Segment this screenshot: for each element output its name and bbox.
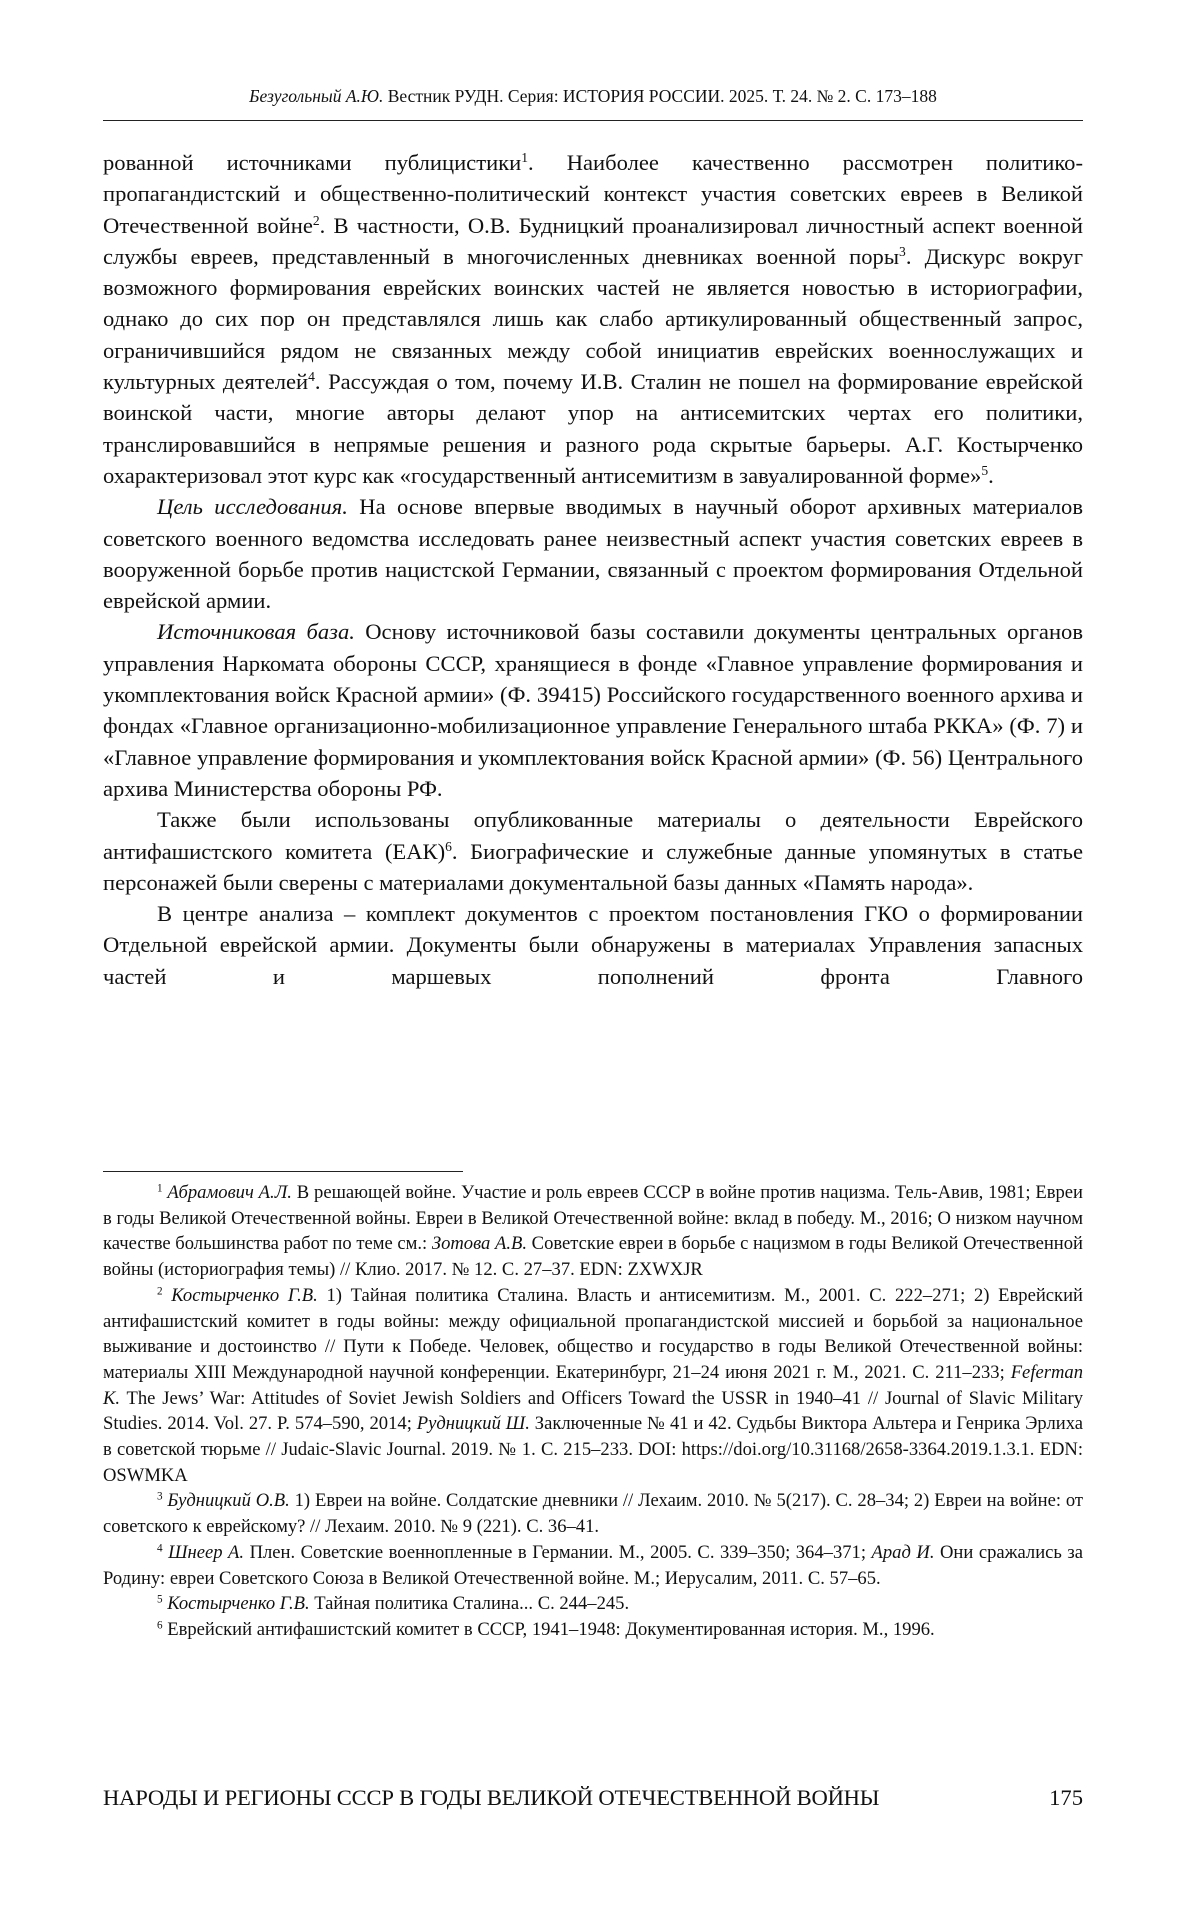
footnote-author: Будницкий О.В. [167,1490,289,1511]
paragraph-lead: Цель исследования. [157,494,348,519]
footnote-author: Костырченко Г.В. [171,1285,317,1306]
footnote-ref[interactable]: 2 [313,212,320,227]
text: . Биографические и служебные данные упомянутых в статье персонажей были сверены с материалами документальной базы данных «Память народа». [103,839,1083,895]
header-author: Безугольный А.Ю. [249,86,383,106]
text: Заключенные № 41 и 42. Судьбы Виктора Альтера и Генрика Эрлиха в советской тюрьме // Judaic-Slavic Journal. 2019. № 1. С. 215–233. DOI: https://doi.org/10.31168/2658-3364.2019.1.3.1. EDN: OSWMKA [103,1413,1083,1485]
text: The Jews’ War: Attitudes of Soviet Jewish Soldiers and Officers Toward the USSR in 1940–41 // Journal of Slavic Military Studies. 2014. Vol. 27. P. 574–590, 2014; [103,1388,1083,1435]
footnote-ref[interactable]: 1 [521,150,528,165]
footnote-ref[interactable]: 5 [981,463,988,478]
footnote-1 [103,1180,1083,1283]
text: Советские евреи в борьбе с нацизмом в годы Великой Отечественной войны (историография темы) // Клио. 2017. № 12. С. 27–37. EDN: ZXWXJR [103,1233,1083,1280]
text: На основе впервые вводимых в научный оборот архивных материалов советского военного ведомства исследовать ранее неизвестный аспект участия советских евреев в вооруженной борьбе против нацистской Германии, связанный с проектом формирования Отдельной еврейской армии. [103,494,1083,613]
footnote-ref[interactable]: 4 [308,369,315,384]
footnote-4 [103,1540,1083,1591]
footnote-number: 1 [157,1182,163,1194]
text: Также были использованы опубликованные материалы о деятельности Еврейского антифашистского комитета (ЕАК) [103,807,1083,863]
footnote-divider [103,1171,463,1172]
article-body [103,147,1083,992]
text: В центре анализа – комплект документов с проектом постановления ГКО о формировании Отдельной еврейской армии. Документы были обнаружены в материалах Управления запасных частей и маршевых пополнений фронта Главного [103,901,1083,989]
footnote-number: 5 [157,1594,163,1606]
text: . Рассуждая о том, почему И.В. Сталин не пошел на формирование еврейской воинской части, многие авторы делают упор на антисемитских чертах его политики, транслировавшийся в непрямые решения и разного рода скрытые барьеры. А.Г. Костырченко охарактеризовал этот курс как «государственный антисемитизм в завуалированной форме» [103,369,1083,488]
text: Они сражались за Родину: евреи Советского Союза в Великой Отечественной войне. М.; Иерусалим, 2011. С. 57–65. [103,1542,1083,1589]
footnote-author: Шнеер А. [168,1542,244,1563]
paragraph-historiography [103,147,1083,491]
text: Тайная политика Сталина... С. 244–245. [310,1593,630,1614]
footnote-5 [103,1591,1083,1617]
footnote-author: Арад И. [872,1542,935,1563]
footnote-author: Рудницкий Ш. [417,1413,530,1434]
text: 1) Тайная политика Сталина. Власть и антисемитизм. М., 2001. С. 222–271; 2) Еврейский антифашистский комитет в годы войны: между официальной пропагандистской миссией и борьбой за национальное выживание и достоинство // Пути к Победе. Человек, общество и государство в годы Великой Отечественной войны: материалы XIII Международной научной конференции. Екатеринбург, 21–24 июня 2021 г. М., 2021. С. 211–233; [103,1285,1083,1383]
footnote-author: Feferman K. [103,1362,1083,1409]
footnotes [103,1180,1083,1643]
footer-section-title: НАРОДЫ И РЕГИОНЫ СССР В ГОДЫ ВЕЛИКОЙ ОТЕЧЕСТВЕННОЙ ВОЙНЫ [103,1785,879,1811]
text: . В частности, О.В. Будницкий проанализировал личностный аспект военной службы евреев, представленный в многочисленных дневниках военной поры [103,213,1083,269]
footnote-number: 4 [157,1542,163,1554]
paragraph-lead: Источниковая база. [157,619,355,644]
header-journal: Вестник РУДН. Серия: ИСТОРИЯ РОССИИ. 2025. Т. 24. № 2. С. 173–188 [383,86,937,106]
text: рованной источниками публицистики [103,150,521,175]
text: Плен. Советские военнопленные в Германии. М., 2005. С. 339–350; 364–371; [244,1542,871,1563]
footnote-ref[interactable]: 6 [445,838,452,853]
footnote-2 [103,1283,1083,1489]
footnote-number: 3 [157,1491,163,1503]
footnote-author: Зотова А.В. [432,1233,527,1254]
text: Основу источниковой базы составили документы центральных органов управления Наркомата обороны СССР, хранящиеся в фонде «Главное управление формирования и укомплектования войск Красной армии» (Ф. 39415) Российского государственного военного архива и фондах «Главное организационно-мобилизационное управление Генерального штаба РККА» (Ф. 7) и «Главное управление формирования и укомплектования войск Красной армии» (Ф. 56) Центрального архива Министерства обороны РФ. [103,619,1083,800]
text: Еврейский антифашистский комитет в СССР, 1941–1948: Документированная история. М., 1996. [163,1619,935,1640]
paragraph-sources [103,616,1083,804]
footnote-3 [103,1488,1083,1539]
footnote-6 [103,1617,1083,1643]
text: . Наиболее качественно рассмотрен политико-пропагандистский и общественно-политический контекст участия советских евреев в Великой Отечественной войне [103,150,1083,238]
paragraph-materials [103,804,1083,898]
footnote-number: 6 [157,1619,163,1631]
paragraph-goal [103,491,1083,616]
text: . Дискурс вокруг возможного формирования еврейских воинских частей не является новостью в историографии, однако до сих пор он представлялся лишь как слабо артикулированный общественный запрос, ограничившийся рядом не связанных между собой инициатив еврейских военнослужащих и культурных деятелей [103,244,1083,394]
header-divider [103,120,1083,121]
footnote-number: 2 [157,1285,163,1297]
page-number: 175 [1049,1785,1083,1811]
running-footer [103,1785,1083,1811]
footnote-author: Костырченко Г.В. [167,1593,309,1614]
paragraph-analysis [103,898,1083,992]
footnote-author: Абрамович А.Л. [167,1182,292,1203]
running-header [103,86,1083,107]
text: . [988,463,994,488]
text: 1) Евреи на войне. Солдатские дневники // Лехаим. 2010. № 5(217). С. 28–34; 2) Евреи на войне: от советского к еврейскому? // Лехаим. 2010. № 9 (221). С. 36–41. [103,1490,1083,1537]
text: В решающей войне. Участие и роль евреев СССР в войне против нацизма. Тель-Авив, 1981; Евреи в годы Великой Отечественной войны. Евреи в Великой Отечественной войне: вклад в победу. М., 2016; О низком научном качестве большинства работ по теме см.: [103,1182,1083,1254]
footnote-ref[interactable]: 3 [899,244,906,259]
